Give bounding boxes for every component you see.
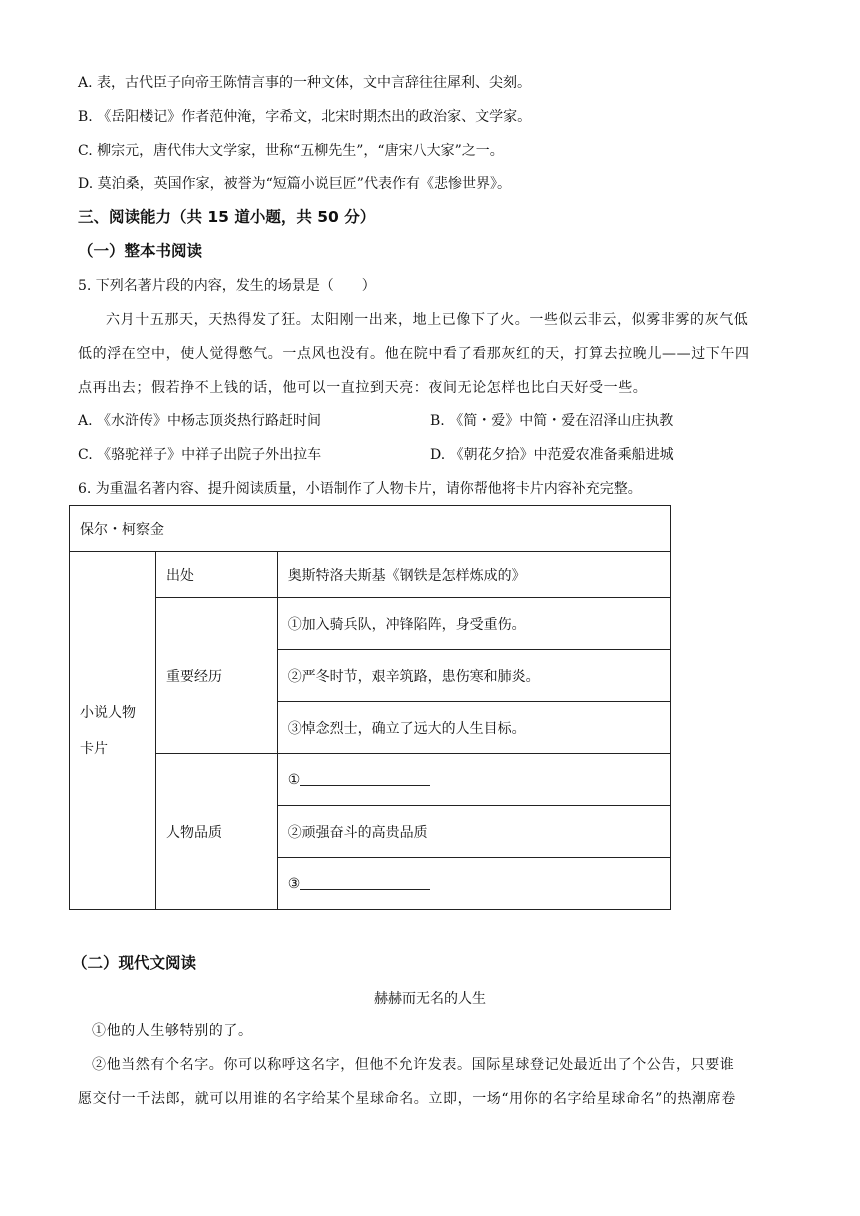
- card-row-label-text: 小说人物卡片: [80, 704, 136, 757]
- q5-stem: 5. 下列名著片段的内容，发生的场景是（ ）: [78, 278, 376, 294]
- card-quality-3-blank[interactable]: [300, 875, 430, 890]
- q5-passage-line-3: 点再出去；假若挣不上钱的话，他可以一直拉到天亮：夜间无论怎样也比白天好受一些。: [78, 380, 648, 396]
- option-c-q4: C. 柳宗元，唐代伟大文学家，世称“五柳先生”，“唐宋八大家”之一。: [78, 143, 504, 159]
- card-experience-2: ②严冬时节，艰辛筑路，患伤寒和肺炎。: [277, 650, 670, 702]
- card-experience-label: 重要经历: [155, 598, 277, 754]
- article-paragraph-1: ①他的人生够特别的了。: [92, 1023, 253, 1039]
- article-title: 赫赫而无名的人生: [374, 991, 486, 1007]
- q5-option-c: C. 《骆驼祥子》中祥子出院子外出拉车: [78, 447, 322, 463]
- q5-option-a: A. 《水浒传》中杨志顶炎热行路赶时间: [78, 413, 322, 429]
- option-b-q4: B. 《岳阳楼记》作者范仲淹，字希文，北宋时期杰出的政治家、文学家。: [78, 109, 532, 125]
- q5-option-d: D. 《朝花夕拾》中范爱农准备乘船进城: [430, 447, 674, 463]
- card-quality-1-cell[interactable]: [277, 754, 670, 806]
- card-source-value: 奥斯特洛夫斯基《钢铁是怎样炼成的》: [277, 552, 670, 598]
- card-quality-3-cell[interactable]: [277, 858, 670, 910]
- card-quality-1-blank[interactable]: [300, 771, 430, 786]
- part2-heading: （二）现代文阅读: [72, 954, 197, 972]
- card-experience-3: ③悼念烈士，确立了远大的人生目标。: [277, 702, 670, 754]
- card-quality-2: ②顽强奋斗的高贵品质: [277, 806, 670, 858]
- q5-passage-line-1: 六月十五那天，天热得发了狂。太阳刚一出来，地上已像下了火。一些似云非云，似雾非雾的灰气低: [106, 312, 749, 328]
- card-row-label: [70, 552, 156, 910]
- card-character-name: 保尔・柯察金: [70, 506, 671, 552]
- section-heading: 三、阅读能力（共 15 道小题，共 50 分）: [78, 208, 376, 226]
- option-d-q4: D. 莫泊桑，英国作家，被誉为“短篇小说巨匠”代表作有《悲惨世界》。: [78, 176, 511, 192]
- card-experience-1: ①加入骑兵队，冲锋陷阵，身受重伤。: [277, 598, 670, 650]
- character-card-table: [69, 505, 671, 910]
- q5-option-b: B. 《简・爱》中简・爱在沼泽山庄执教: [430, 413, 674, 429]
- card-source-label: 出处: [155, 552, 277, 598]
- article-paragraph-2-line-2: 愿交付一千法郎，就可以用谁的名字给某个星球命名。立即，一场“用你的名字给星球命名”的热潮席卷: [78, 1091, 736, 1107]
- article-paragraph-2-line-1: ②他当然有个名字。你可以称呼这名字，但他不允许发表。国际星球登记处最近出了个公告，只要谁: [92, 1057, 735, 1073]
- card-quality-label: 人物品质: [155, 754, 277, 910]
- card-quality-1-number: ①: [287, 772, 301, 788]
- part1-heading: （一）整本书阅读: [78, 242, 203, 260]
- option-a-q4: A. 表，古代臣子向帝王陈情言事的一种文体，文中言辞往往犀利、尖刻。: [78, 75, 532, 91]
- q5-passage-line-2: 低的浮在空中，使人觉得憋气。一点风也没有。他在院中看了看那灰红的天，打算去拉晚儿——过下午四: [78, 346, 750, 362]
- q6-stem: 6. 为重温名著内容、提升阅读质量，小语制作了人物卡片，请你帮他将卡片内容补充完整。: [78, 481, 642, 497]
- card-quality-3-number: ③: [287, 876, 301, 892]
